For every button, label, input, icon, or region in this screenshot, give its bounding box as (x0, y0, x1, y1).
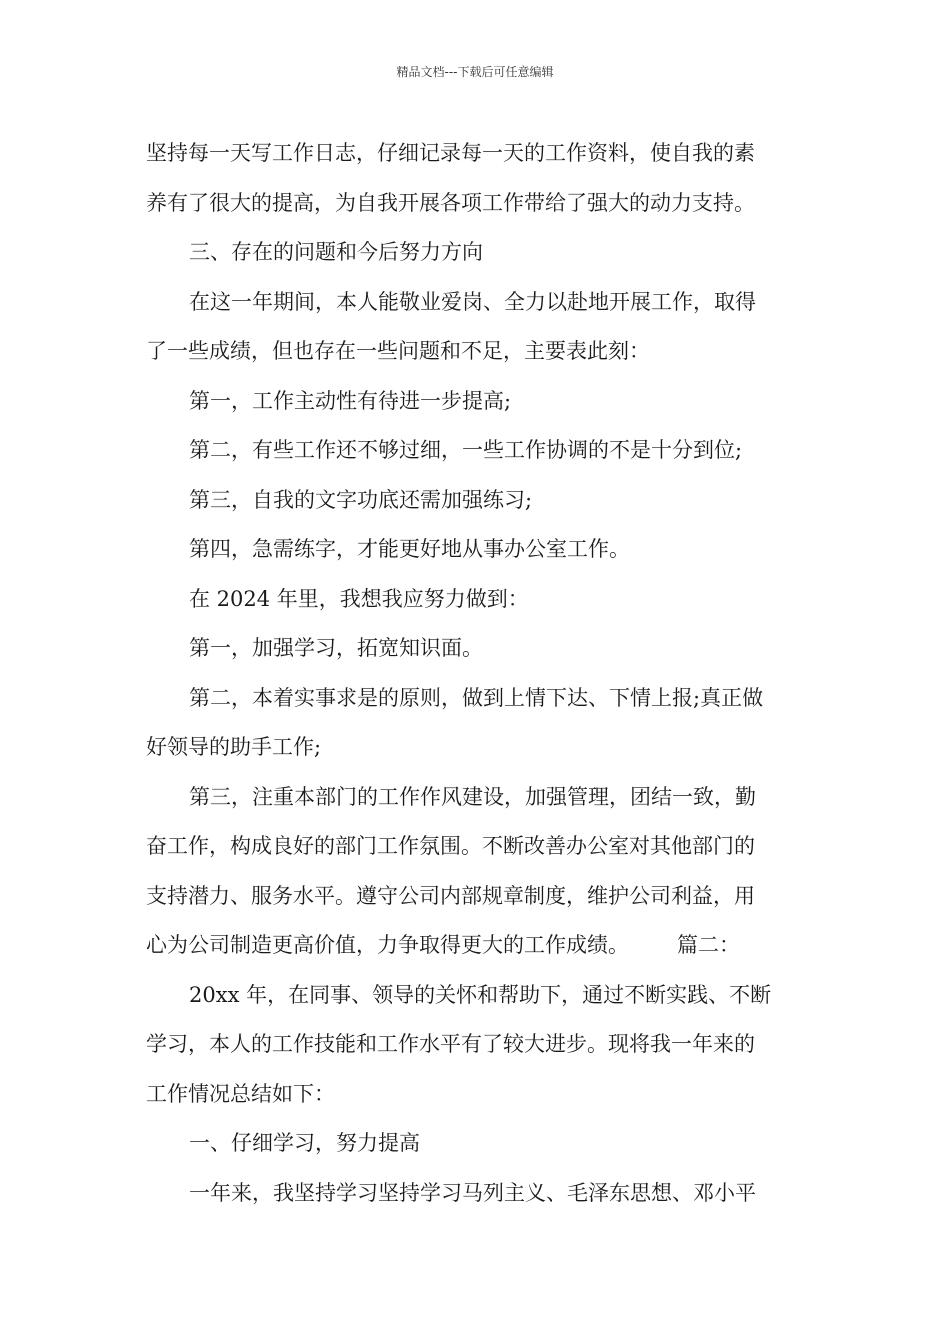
text-line: 奋工作，构成良好的部门工作氛围。不断改善办公室对其他部门的 (146, 834, 755, 858)
text-line: 养有了很大的提高，为自我开展各项工作带给了强大的动力支持。 (146, 190, 755, 215)
text-line: 第三，注重本部门的工作作风建设，加强管理，团结一致，勤 (189, 784, 756, 809)
text-line: 学习，本人的工作技能和工作水平有了较大进步。现将我一年来的 (146, 1032, 755, 1056)
text-line: 第二，有些工作还不够过细，一些工作协调的不是十分到位; (189, 438, 743, 462)
text-line-with-heading (146, 921, 808, 971)
page-header: 精品文档---下载后可任意编辑 (396, 65, 554, 79)
text-line: 第四，急需练字，才能更好地从事办公室工作。 (189, 537, 630, 561)
text-line: 支持潜力、服务水平。遵守公司内部规章制度，维护公司利益，用 (146, 883, 755, 908)
text-line: 20xx 年，在同事、领导的关怀和帮助下，通过不断实践、不断 (189, 982, 772, 1007)
text-line: 好领导的助手工作; (146, 735, 322, 759)
text-line: 坚持每一天写工作日志，仔细记录每一天的工作资料，使自我的素 (146, 141, 755, 165)
document-body (146, 129, 808, 1218)
text-line: 第一，工作主动性有待进一步提高; (189, 388, 512, 413)
text-line: 一年来，我坚持学习坚持学习马列主义、毛泽东思想、邓小平 (189, 1180, 756, 1205)
text-line: 第三，自我的文字功底还需加强练习; (189, 487, 533, 512)
text-line: 在 2024 年里，我想我应努力做到： (189, 586, 529, 611)
section-heading: 一、仔细学习，努力提高 (189, 1131, 420, 1155)
section-heading: 三、存在的问题和今后努力方向 (189, 240, 483, 264)
text-line: 心为公司制造更高价值，力争取得更大的工作成绩。 (146, 933, 629, 957)
article-heading: 篇二： (677, 933, 740, 957)
text-line: 第一，加强学习，拓宽知识面。 (189, 636, 483, 660)
text-line: 工作情况总结如下： (146, 1081, 335, 1106)
text-line: 第二，本着实事求是的原则，做到上情下达、下情上报;真正做 (189, 685, 764, 710)
text-line: 了一些成绩，但也存在一些问题和不足，主要表此刻： (146, 339, 650, 363)
text-line: 在这一年期间，本人能敬业爱岗、全力以赴地开展工作，取得 (189, 289, 756, 314)
